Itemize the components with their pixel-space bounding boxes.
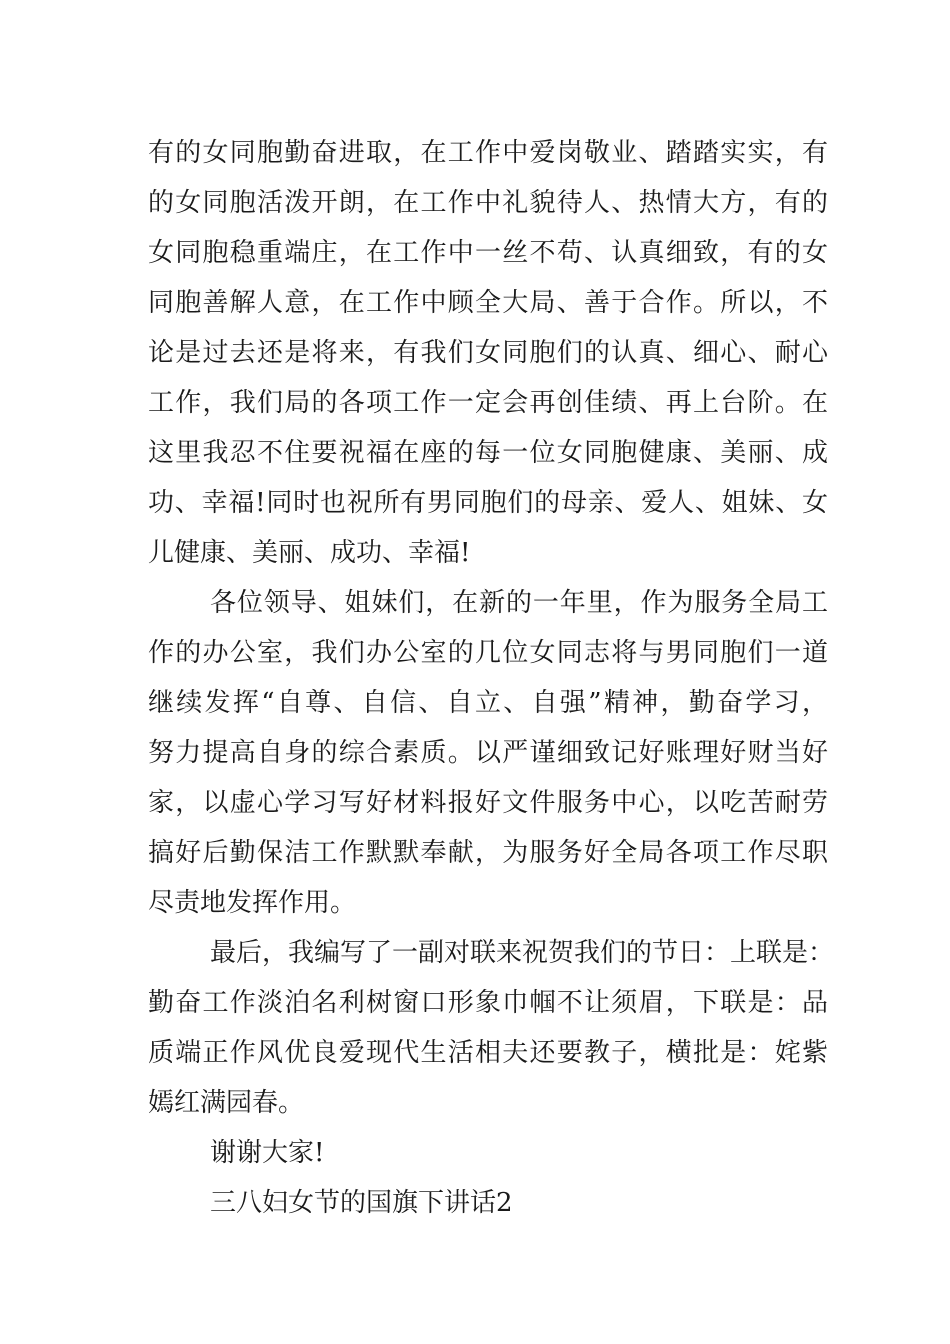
text-line: 继续发挥“自尊、自信、自立、自强”精神，勤奋学习， <box>148 688 828 718</box>
text-line: 女同胞稳重端庄，在工作中一丝不苟、认真细致，有的女 <box>148 238 828 268</box>
text-line: 嫣红满园春。 <box>148 1088 305 1118</box>
text-line: 各位领导、姐妹们，在新的一年里，作为服务全局工 <box>210 588 828 618</box>
text-line: 搞好后勤保洁工作默默奉献，为服务好全局各项工作尽职 <box>148 838 828 868</box>
text-line: 儿健康、美丽、成功、幸福! <box>148 538 471 568</box>
text-line: 质端正作风优良爱现代生活相夫还要教子，横批是：姹紫 <box>148 1038 828 1068</box>
text-line: 的女同胞活泼开朗，在工作中礼貌待人、热情大方，有的 <box>148 188 828 218</box>
text-line: 作的办公室，我们办公室的几位女同志将与男同胞们一道 <box>148 638 828 668</box>
text-line: 这里我忍不住要祝福在座的每一位女同胞健康、美丽、成 <box>148 438 828 468</box>
text-line: 功、幸福!同时也祝所有男同胞们的母亲、爱人、姐妹、女 <box>148 488 828 518</box>
text-line: 勤奋工作淡泊名利树窗口形象巾帼不让须眉，下联是：品 <box>148 988 828 1018</box>
text-line: 同胞善解人意，在工作中顾全大局、善于合作。所以，不 <box>148 288 828 318</box>
text-line: 尽责地发挥作用。 <box>148 888 357 918</box>
text-line: 有的女同胞勤奋进取，在工作中爱岗敬业、踏踏实实，有 <box>148 138 828 168</box>
text-line: 最后，我编写了一副对联来祝贺我们的节日：上联是： <box>210 938 835 968</box>
text-line: 工作，我们局的各项工作一定会再创佳绩、再上台阶。在 <box>148 388 828 418</box>
closing-line: 谢谢大家! <box>210 1138 325 1168</box>
text-line: 论是过去还是将来，有我们女同胞们的认真、细心、耐心 <box>148 338 828 368</box>
section-heading: 三八妇女节的国旗下讲话2 <box>210 1188 513 1218</box>
text-line: 努力提高自身的综合素质。以严谨细致记好账理好财当好 <box>148 738 828 768</box>
text-line: 家，以虚心学习写好材料报好文件服务中心，以吃苦耐劳 <box>148 788 828 818</box>
